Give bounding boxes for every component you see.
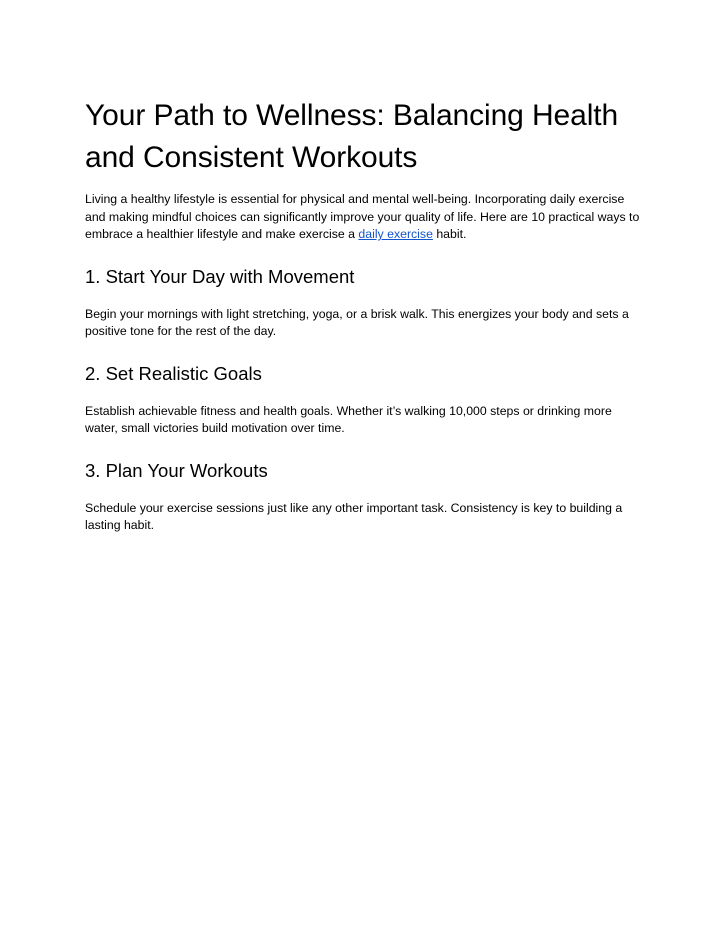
- intro-text-end: habit.: [432, 227, 467, 241]
- section-heading-3: 3. Plan Your Workouts: [85, 459, 268, 481]
- section-body-3: Schedule your exercise sessions just like any other important task. Consistency is key to building a lasting habit.: [85, 500, 623, 532]
- intro-paragraph: [85, 191, 640, 244]
- document-page: [85, 95, 640, 535]
- section-heading-1: 1. Start Your Day with Movement: [85, 265, 355, 287]
- section-body-1: Begin your mornings with light stretching, yoga, or a brisk walk. This energizes your body and sets a positive tone for the rest of the day.: [85, 306, 629, 338]
- intro-text: Living a healthy lifestyle is essential for physical and mental well-being. Incorporating daily exercise and making mindful choices can significantly improve your quality of life. Here are 10 practical ways to embrace a healthier lifestyle and make exercise a: [85, 192, 640, 241]
- section-body-2: Establish achievable fitness and health goals. Whether it’s walking 10,000 steps or drinking more water, small victories build motivation over time.: [85, 403, 612, 435]
- section-heading-2: 2. Set Realistic Goals: [85, 362, 262, 384]
- daily-exercise-link[interactable]: daily exercise: [358, 227, 433, 241]
- page-title: Your Path to Wellness: Balancing Health and Consistent Workouts: [85, 99, 619, 174]
